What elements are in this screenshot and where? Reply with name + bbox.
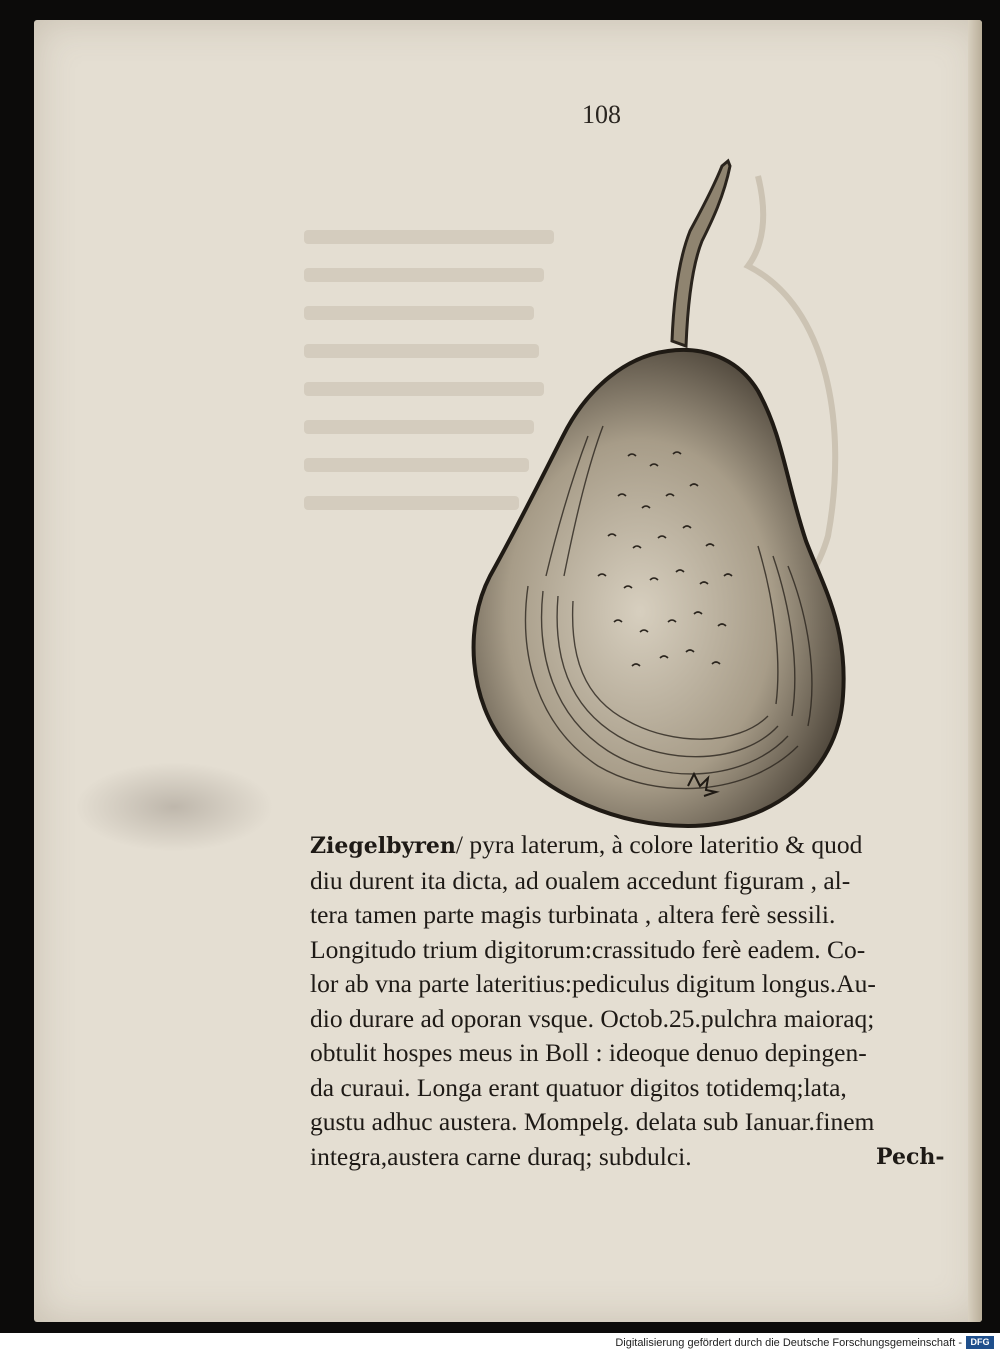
body-text bbox=[310, 828, 960, 1174]
text-line bbox=[310, 828, 960, 864]
book-page bbox=[34, 20, 982, 1322]
footer-bar bbox=[0, 1333, 1000, 1353]
text-line: diu durent ita dicta, ad oualem accedunt figuram , al- bbox=[310, 865, 851, 895]
funding-credit: Digitalisierung gefördert durch die Deutsche Forschungsgemeinschaft - bbox=[615, 1337, 962, 1349]
text-line: Longitudo trium digitorum:crassitudo ferè eadem. Co- bbox=[310, 934, 866, 964]
catchword: Pech- bbox=[876, 1144, 945, 1170]
text-line: lor ab vna parte lateritius:pediculus digitum longus.Au- bbox=[310, 969, 876, 998]
page-number: 108 bbox=[582, 100, 621, 129]
ink-smudge bbox=[74, 762, 274, 852]
text-line: obtulit hospes meus in Boll : ideoque denuo depingen- bbox=[310, 1038, 867, 1067]
dfg-logo: DFG bbox=[966, 1336, 994, 1349]
page-edge bbox=[968, 20, 982, 1322]
text-line: tera tamen parte magis turbinata , altera ferè sessili. bbox=[310, 900, 836, 929]
text-line: integra,austera carne duraq; subdulci. bbox=[310, 1141, 692, 1171]
lead-word: Ziegelbyren bbox=[310, 833, 456, 859]
pear-illustration bbox=[428, 136, 848, 836]
text-line-content: / pyra laterum, à colore lateritio & quod bbox=[455, 830, 863, 859]
text-line: gustu adhuc austera. Mompelg. delata sub Ianuar.finem bbox=[310, 1107, 875, 1136]
pear-stem bbox=[672, 161, 730, 346]
text-line: dio durare ad oporan vsque. Octob.25.pulchra maioraq; bbox=[310, 1003, 875, 1033]
text-line: da curaui. Longa erant quatuor digitos totidemq;lata, bbox=[310, 1072, 847, 1102]
